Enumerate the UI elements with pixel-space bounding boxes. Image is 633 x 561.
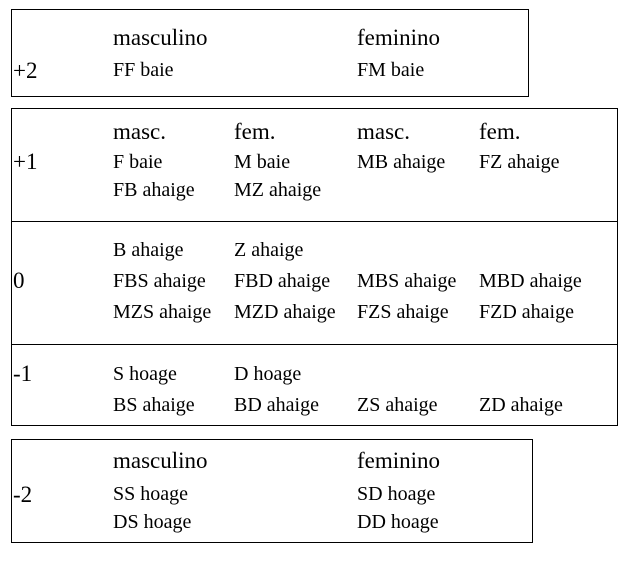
generation-plus2-box	[11, 9, 529, 97]
header-masculino: masculino	[113, 25, 208, 50]
header-feminino: feminino	[357, 25, 441, 50]
term-bs: BS ahaige	[113, 394, 195, 416]
term-ds: DS hoage	[113, 511, 192, 533]
term-ss: SS hoage	[113, 483, 188, 505]
generations-middle-box	[11, 108, 618, 426]
generation-label-0: 0	[13, 268, 25, 293]
generation-label-plus1: +1	[13, 149, 38, 174]
term-mbd: MBD ahaige	[479, 270, 582, 292]
header-feminino-2: feminino	[357, 448, 441, 473]
term-fbs: FBS ahaige	[113, 270, 206, 292]
term-s: S hoage	[113, 363, 177, 385]
term-zd: ZD ahaige	[479, 394, 563, 416]
term-f: F baie	[113, 151, 163, 173]
term-dd: DD hoage	[357, 511, 439, 533]
term-mzd: MZD ahaige	[234, 301, 336, 323]
generation-label-minus1: -1	[13, 361, 33, 386]
term-m: M baie	[234, 151, 291, 173]
header-masc-1: masc.	[113, 119, 167, 144]
section-divider-2	[12, 344, 617, 345]
generation-label-minus2: -2	[13, 482, 33, 507]
term-fb: FB ahaige	[113, 179, 195, 201]
term-fbd: FBD ahaige	[234, 270, 331, 292]
term-mzs: MZS ahaige	[113, 301, 212, 323]
term-d: D hoage	[234, 363, 302, 385]
term-mb: MB ahaige	[357, 151, 446, 173]
term-z: Z ahaige	[234, 239, 304, 261]
term-b: B ahaige	[113, 239, 184, 261]
header-masculino-2: masculino	[113, 448, 208, 473]
term-bd: BD ahaige	[234, 394, 319, 416]
term-fzd: FZD ahaige	[479, 301, 574, 323]
term-zs: ZS ahaige	[357, 394, 438, 416]
section-divider-1	[12, 221, 617, 222]
generation-minus2-box	[11, 439, 533, 543]
term-mz: MZ ahaige	[234, 179, 322, 201]
term-fzs: FZS ahaige	[357, 301, 449, 323]
term-fz: FZ ahaige	[479, 151, 560, 173]
header-fem-2: fem.	[479, 119, 521, 144]
header-fem-1: fem.	[234, 119, 276, 144]
header-masc-2: masc.	[357, 119, 411, 144]
term-ff: FF baie	[113, 59, 174, 81]
term-sd: SD hoage	[357, 483, 436, 505]
term-mbs: MBS ahaige	[357, 270, 457, 292]
generation-label-plus2: +2	[13, 58, 38, 83]
term-fm: FM baie	[357, 59, 425, 81]
